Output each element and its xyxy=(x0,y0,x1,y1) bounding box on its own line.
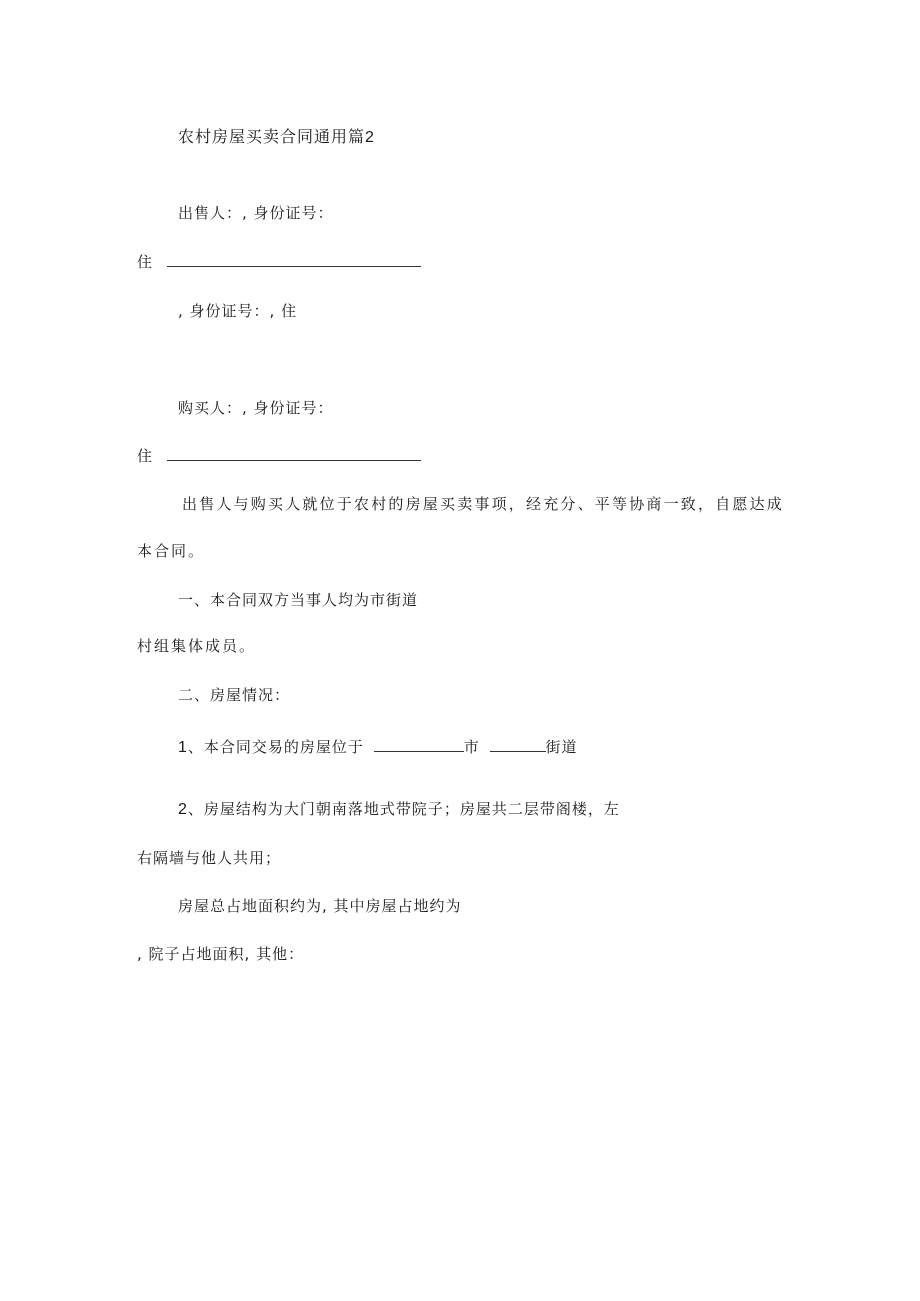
address-blank xyxy=(167,252,421,267)
address-blank-2 xyxy=(167,446,421,461)
item-2-number: 2 xyxy=(178,801,188,818)
clause-1-line-2: 村组集体成员。 xyxy=(137,637,257,655)
street-label: 街道 xyxy=(545,738,578,756)
document-title xyxy=(178,127,375,148)
item-2-line-1 xyxy=(178,799,620,820)
id-line: , 身份证号：, 住 xyxy=(178,302,298,320)
area-line-2: , 院子占地面积, 其他： xyxy=(137,945,305,963)
address-label-2: 住 xyxy=(137,447,154,465)
clause-1-line-1: 一、本合同双方当事人均为市街道 xyxy=(178,591,419,609)
seller-address-line xyxy=(137,252,421,272)
street-blank xyxy=(490,737,546,752)
intro-paragraph-line-1: 出售人与购买人就位于农村的房屋买卖事项，经充分、平等协商一致，自愿达成 xyxy=(182,495,785,513)
buyer-line: 购买人：, 身份证号： xyxy=(178,399,334,417)
seller-line: 出售人：, 身份证号： xyxy=(178,204,334,222)
buyer-address-line xyxy=(137,446,421,466)
title-text: 农村房屋买卖合同通用篇 xyxy=(178,127,366,146)
address-label: 住 xyxy=(137,253,154,271)
area-line-1: 房屋总占地面积约为, 其中房屋占地约为 xyxy=(178,897,462,915)
item-1-line xyxy=(178,737,578,758)
intro-paragraph-line-2: 本合同。 xyxy=(137,542,206,560)
item-2-text: 、房屋结构为大门朝南落地式带院子；房屋共二层带阁楼，左 xyxy=(187,800,620,818)
title-number: 2 xyxy=(365,129,375,146)
city-label: 市 xyxy=(463,738,480,756)
item-1-number: 1 xyxy=(178,739,188,756)
clause-2-heading: 二、房屋情况： xyxy=(178,686,291,704)
item-2-line-2: 右隔墙与他人共用； xyxy=(137,849,282,867)
item-1-text: 、本合同交易的房屋位于 xyxy=(187,738,364,756)
city-blank xyxy=(374,737,464,752)
